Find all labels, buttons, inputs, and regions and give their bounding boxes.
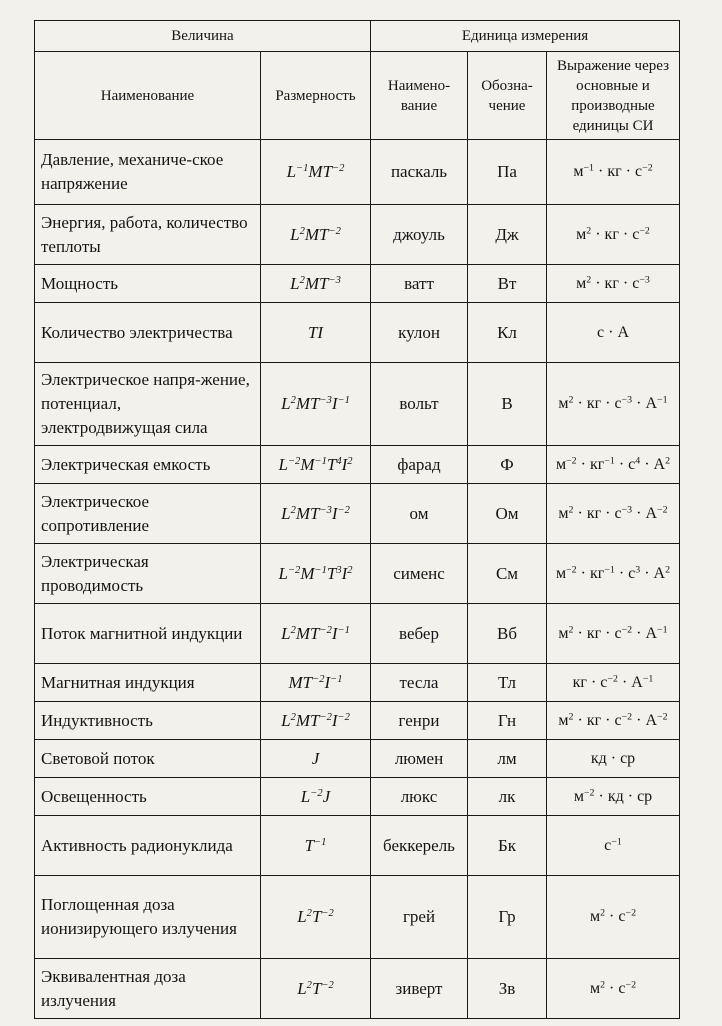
unit-symbol-cell: Па xyxy=(468,140,547,205)
unit-symbol-cell: Кл xyxy=(468,303,547,363)
expression-cell: $м^2$ · кг · $с^{-3}$ xyxy=(547,265,680,303)
unit-name-cell: люмен xyxy=(371,740,468,778)
dimension-cell: $MT^{-2}I^{-1}$ xyxy=(261,664,371,702)
expression-cell: $м^2$ · кг · $с^{-2} \cdot А^{-1}$ xyxy=(547,604,680,664)
dimension-cell: $L^2MT^{-2}I^{-1}$ xyxy=(261,604,371,664)
dimension-cell: $L^{-2}M^{-1}T^3I^2$ xyxy=(261,544,371,604)
unit-name-cell: сименс xyxy=(371,544,468,604)
quantity-name-cell: Количество электричества xyxy=(35,303,261,363)
unit-group-header: Единица измерения xyxy=(371,21,680,52)
dimension-cell: $L^2MT^{-3}I^{-2}$ xyxy=(261,484,371,544)
unit-name-cell: паскаль xyxy=(371,140,468,205)
expression-cell: кг · $с^{-2} \cdot А^{-1}$ xyxy=(547,664,680,702)
expression-cell: $с^{-1}$ xyxy=(547,816,680,876)
quantity-name-cell: Эквивалентная доза излучения xyxy=(35,959,261,1019)
unit-symbol-cell: лм xyxy=(468,740,547,778)
table-row xyxy=(35,959,680,1019)
expression-cell: с · А xyxy=(547,303,680,363)
expression-column-header: Выражение через основные и производные единицы СИ xyxy=(547,52,680,140)
expression-cell: $м^{-2} \cdot кг^{-1} \cdot с^3 \cdot А^2$ xyxy=(547,544,680,604)
expression-cell: $м^2$ · кг · $с^{-2}$ xyxy=(547,205,680,265)
quantity-name-cell: Энергия, работа, количество теплоты xyxy=(35,205,261,265)
expression-cell: $м^{-2} \cdot кг^{-1} \cdot с^4 \cdot А^2$ xyxy=(547,446,680,484)
quantity-name-cell: Освещенность xyxy=(35,778,261,816)
quantity-name-cell: Давление, механиче-ское напряжение xyxy=(35,140,261,205)
unit-symbol-cell: Вб xyxy=(468,604,547,664)
unit-name-cell: вольт xyxy=(371,363,468,446)
table-row xyxy=(35,446,680,484)
table-row xyxy=(35,604,680,664)
dimension-cell: $L^2T^{-2}$ xyxy=(261,876,371,959)
table-header xyxy=(35,21,680,140)
table-row xyxy=(35,140,680,205)
unit-name-column-header: Наимено-вание xyxy=(371,52,468,140)
quantity-name-cell: Индуктивность xyxy=(35,702,261,740)
dimension-column-header: Размерность xyxy=(261,52,371,140)
unit-symbol-cell: Ф xyxy=(468,446,547,484)
table-row xyxy=(35,303,680,363)
dimension-cell: $L^{-2}J$ xyxy=(261,778,371,816)
unit-name-cell: грей xyxy=(371,876,468,959)
quantity-name-cell: Магнитная индукция xyxy=(35,664,261,702)
table-row xyxy=(35,484,680,544)
unit-symbol-cell: Гр xyxy=(468,876,547,959)
unit-name-cell: люкс xyxy=(371,778,468,816)
quantity-name-cell: Электрическое сопротивление xyxy=(35,484,261,544)
unit-name-cell: джоуль xyxy=(371,205,468,265)
unit-name-cell: тесла xyxy=(371,664,468,702)
unit-name-cell: генри xyxy=(371,702,468,740)
unit-symbol-cell: Бк xyxy=(468,816,547,876)
dimension-cell: $T^{-1}$ xyxy=(261,816,371,876)
quantity-name-cell: Электрическая емкость xyxy=(35,446,261,484)
table-row xyxy=(35,363,680,446)
quantity-name-cell: Поток магнитной индукции xyxy=(35,604,261,664)
quantity-name-cell: Активность радионуклида xyxy=(35,816,261,876)
unit-symbol-cell: Вт xyxy=(468,265,547,303)
quantity-name-cell: Поглощенная доза ионизирующего излучения xyxy=(35,876,261,959)
si-units-table xyxy=(34,20,680,1019)
table-row xyxy=(35,778,680,816)
dimension-cell: J xyxy=(261,740,371,778)
expression-cell: $м^2 \cdot с^{-2}$ xyxy=(547,876,680,959)
table-row xyxy=(35,205,680,265)
table-row xyxy=(35,816,680,876)
dimension-cell: TI xyxy=(261,303,371,363)
expression-cell: $м^2$ · кг · $с^{-2} \cdot А^{-2}$ xyxy=(547,702,680,740)
dimension-cell: $L^2MT^{-3}I^{-1}$ xyxy=(261,363,371,446)
unit-name-cell: фарад xyxy=(371,446,468,484)
unit-symbol-cell: В xyxy=(468,363,547,446)
dimension-cell: $L^2T^{-2}$ xyxy=(261,959,371,1019)
table-row xyxy=(35,876,680,959)
table-row xyxy=(35,664,680,702)
unit-symbol-cell: лк xyxy=(468,778,547,816)
expression-cell: $м^{-2}$ · кд · ср xyxy=(547,778,680,816)
quantity-group-header: Величина xyxy=(35,21,371,52)
unit-symbol-cell: Ом xyxy=(468,484,547,544)
table-row xyxy=(35,265,680,303)
quantity-name-cell: Электрическая проводимость xyxy=(35,544,261,604)
unit-symbol-cell: Дж xyxy=(468,205,547,265)
dimension-cell: $L^{-1}MT^{-2}$ xyxy=(261,140,371,205)
table-row xyxy=(35,702,680,740)
unit-symbol-cell: Зв xyxy=(468,959,547,1019)
unit-name-cell: ом xyxy=(371,484,468,544)
expression-cell: кд · ср xyxy=(547,740,680,778)
unit-name-cell: ватт xyxy=(371,265,468,303)
expression-cell: $м^{-1}$ · кг · $с^{-2}$ xyxy=(547,140,680,205)
dimension-cell: $L^2MT^{-2}$ xyxy=(261,205,371,265)
unit-symbol-cell: Гн xyxy=(468,702,547,740)
unit-name-cell: беккерель xyxy=(371,816,468,876)
expression-cell: $м^2$ · кг · $с^{-3} \cdot А^{-1}$ xyxy=(547,363,680,446)
quantity-name-cell: Мощность xyxy=(35,265,261,303)
dimension-cell: $L^{-2}M^{-1}T^4I^2$ xyxy=(261,446,371,484)
unit-name-cell: вебер xyxy=(371,604,468,664)
name-column-header: Наименование xyxy=(35,52,261,140)
unit-symbol-cell: См xyxy=(468,544,547,604)
unit-name-cell: зиверт xyxy=(371,959,468,1019)
expression-cell: $м^2$ · кг · $с^{-3} \cdot А^{-2}$ xyxy=(547,484,680,544)
unit-symbol-column-header: Обозна-чение xyxy=(468,52,547,140)
table-row xyxy=(35,544,680,604)
quantity-name-cell: Электрическое напря-жение, потенциал, электродвижущая сила xyxy=(35,363,261,446)
unit-name-cell: кулон xyxy=(371,303,468,363)
table-row xyxy=(35,740,680,778)
expression-cell: $м^2 \cdot с^{-2}$ xyxy=(547,959,680,1019)
dimension-cell: $L^2MT^{-3}$ xyxy=(261,265,371,303)
quantity-name-cell: Световой поток xyxy=(35,740,261,778)
unit-symbol-cell: Тл xyxy=(468,664,547,702)
dimension-cell: $L^2MT^{-2}I^{-2}$ xyxy=(261,702,371,740)
table-body xyxy=(35,140,680,1019)
